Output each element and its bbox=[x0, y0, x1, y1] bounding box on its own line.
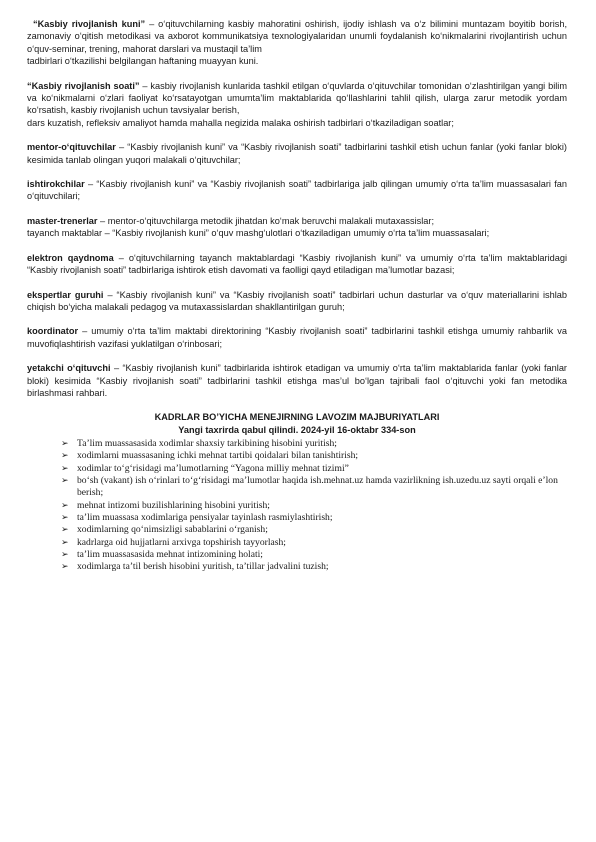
duties-list bbox=[27, 438, 567, 573]
definition-koordinator bbox=[27, 325, 567, 350]
list-item bbox=[61, 463, 567, 475]
arrowhead-bullet-icon: ➢ bbox=[61, 525, 69, 536]
definition-term: master-trenerlar bbox=[27, 215, 98, 226]
definition-ekspertlar-guruhi bbox=[27, 289, 567, 314]
definition-text: – o‘qituvchilarning kasbiy mahoratini oshirish, ijodiy ishlash va o‘z bilimini muntazam boyitib borish, zamonaviy o‘qitish metodikasi va axborot kommunikatsiya texnologiyalaridan unumli foydalanish ko‘nikmalarini rivojlantirish uchun o‘quv-seminar, trening, mahorat darslari va mustaqil ta’lim bbox=[27, 19, 567, 54]
arrowhead-bullet-icon: ➢ bbox=[61, 512, 69, 523]
list-item-text: xodimlarga ta’til berish hisobini yuritish, ta’tillar jadvalini tuzish; bbox=[77, 561, 329, 573]
list-item bbox=[61, 438, 567, 450]
arrowhead-bullet-icon: ➢ bbox=[61, 500, 69, 511]
list-item-text: Ta’lim muassasasida xodimlar shaxsiy tarkibining hisobini yuritish; bbox=[77, 438, 337, 450]
definition-tail: tadbirlari o‘tkazilishi belgilangan haftaning muayyan kuni. bbox=[27, 56, 259, 67]
definition-term: mentor-o‘qituvchilar bbox=[27, 142, 116, 153]
list-item-text: ta’lim muassasasida mehnat intizomining holati; bbox=[77, 548, 263, 560]
document-page bbox=[27, 18, 567, 573]
list-item bbox=[61, 450, 567, 462]
arrowhead-bullet-icon: ➢ bbox=[61, 476, 69, 487]
definition-text: – “Kasbiy rivojlanish kuni” va “Kasbiy rivojlanish soati” tadbirlariga jalb qilingan umumiy o‘rta ta’lim muassasalari fan o‘qituvchilari; bbox=[27, 179, 567, 202]
list-item bbox=[61, 537, 567, 549]
definition-text: – kasbiy rivojlanish kunlarida tashkil etilgan o‘quvlarda o‘qituvchilar tomonidan o‘zlashtirilgan yangi bilim va ko‘nikmalarni o‘zlari faoliyat ko‘rsatayotgan umumta’lim maktablarida qo‘llashlarini tahlil qilish, ularga zarur metodik yordam ko‘rsatish, kasbiy rivojlanish uchun tavsiyalar berish, bbox=[27, 80, 567, 116]
definition-yetakchi-oqituvchi bbox=[27, 362, 567, 399]
arrowhead-bullet-icon: ➢ bbox=[61, 537, 69, 548]
definition-mentor-oqituvchilar bbox=[27, 141, 567, 166]
list-item bbox=[61, 500, 567, 512]
definition-text: – umumiy o‘rta ta’lim maktabi direktorining “Kasbiy rivojlanish soati” tadbirlarini tashkil etishga umumiy rahbarlik va muvofiqlashtirish vazifasi yuklatilgan o‘rinbosari; bbox=[27, 326, 567, 349]
arrowhead-bullet-icon: ➢ bbox=[61, 439, 69, 450]
definition-tail: dars kuzatish, refleksiv amaliyot hamda mahalla negizida malaka oshirish tadbirlari o‘tkaziladigan soatlar; bbox=[27, 117, 454, 128]
definition-term: ishtirokchilar bbox=[27, 179, 85, 190]
list-item bbox=[61, 512, 567, 524]
definition-kasbiy-rivojlanish-kuni bbox=[27, 18, 567, 68]
list-item-text: xodimlar to‘g‘risidagi ma’lumotlarning “Yagona milliy mehnat tizimi” bbox=[77, 462, 349, 474]
list-item bbox=[61, 524, 567, 536]
definition-kasbiy-rivojlanish-soati bbox=[27, 80, 567, 130]
arrowhead-bullet-icon: ➢ bbox=[61, 451, 69, 462]
arrowhead-bullet-icon: ➢ bbox=[61, 463, 69, 474]
list-item-text: xodimlarni muassasaning ichki mehnat tartibi qoidalari bilan tanishtirish; bbox=[77, 450, 359, 462]
definition-text: – “Kasbiy rivojlanish kuni” tadbirlarida ishtirok etadigan va umumiy o‘rta ta’lim maktablarida fanlar (yoki fanlar bloki) kesimida “Kasbiy rivojlanish soati” tadbirlarini tashkil etishga mas’ul bo‘lgan tajribali faol o‘qituvchi yoki fan metodika birlashmasi rahbari. bbox=[27, 363, 567, 398]
definition-term: ekspertlar guruhi bbox=[27, 289, 104, 300]
list-item-text: ta’lim muassasa xodimlariga pensiyalar tayinlash rasmiylashtirish; bbox=[77, 511, 333, 523]
list-item-text: mehnat intizomi buzilishlarining hisobini yuritish; bbox=[77, 499, 270, 511]
definition-text: – “Kasbiy rivojlanish kuni” va “Kasbiy rivojlanish soati” tadbirlarini tashkil etish uchun fanlar (yoki fanlar bloki) kesimida tanlab olingan yuqori malakali o‘qituvchilar; bbox=[27, 142, 567, 165]
definition-text: – mentor-o‘qituvchilarga metodik jihatdan ko‘mak beruvchi malakali mutaxassislar; bbox=[97, 215, 434, 226]
definition-text: – o‘qituvchilarning tayanch maktablardagi “Kasbiy rivojlanish kuni” va umumiy o‘rta ta’lim maktablaridagi “Kasbiy rivojlanish soati” tadbirlariga ishtirok etish davomati va faolligi qayd etiladigan ma’lumotlar bazasi; bbox=[27, 252, 567, 276]
section-subtitle: Yangi taxrirda qabul qilindi. 2024-yil 16-oktabr 334-son bbox=[178, 424, 416, 435]
list-item bbox=[61, 475, 567, 500]
definition-elektron-qaydnoma bbox=[27, 252, 567, 277]
definition-term: “Kasbiy rivojlanish kuni” bbox=[33, 19, 146, 29]
definition-term: koordinator bbox=[27, 326, 79, 337]
list-item-text: bo‘sh (vakant) ish o‘rinlari to‘g‘risidagi ma’lumotlar haqida ish.mehnat.uz hamda vazirlikning ish.uzedu.uz sayti orqali e’lon berish; bbox=[77, 475, 558, 499]
list-item-text: kadrlarga oid hujjatlarni arxivga topshirish tayyorlash; bbox=[77, 536, 286, 548]
arrowhead-bullet-icon: ➢ bbox=[61, 549, 69, 560]
definition-ishtirokchilar bbox=[27, 178, 567, 203]
definition-term: yetakchi o‘qituvchi bbox=[27, 363, 111, 374]
definition-tail: tayanch maktablar – “Kasbiy rivojlanish kuni” o‘quv mashg‘ulotlari o‘tkaziladigan umumiy o‘rta ta’lim muassasalari; bbox=[27, 228, 490, 239]
definition-text: – “Kasbiy rivojlanish kuni” va “Kasbiy rivojlanish soati” tadbirlari uchun dasturlar va o‘quv materiallarini ishlab chiqish bo‘yicha malakali pedagog va mutaxassislardan shakllantirilgan guruh; bbox=[27, 289, 567, 312]
arrowhead-bullet-icon: ➢ bbox=[61, 562, 69, 573]
definition-term: “Kasbiy rivojlanish soati” bbox=[27, 80, 140, 91]
definition-term: elektron qaydnoma bbox=[27, 252, 114, 263]
definition-master-trenerlar bbox=[27, 215, 567, 240]
list-item bbox=[61, 561, 567, 573]
list-item bbox=[61, 549, 567, 561]
list-item-text: xodimlarning qo‘nimsizligi sabablarini o‘rganish; bbox=[77, 524, 268, 536]
section-title: KADRLAR BO’YICHA MENEJIRNING LAVOZIM MAJBURIYATLARI bbox=[154, 412, 440, 423]
